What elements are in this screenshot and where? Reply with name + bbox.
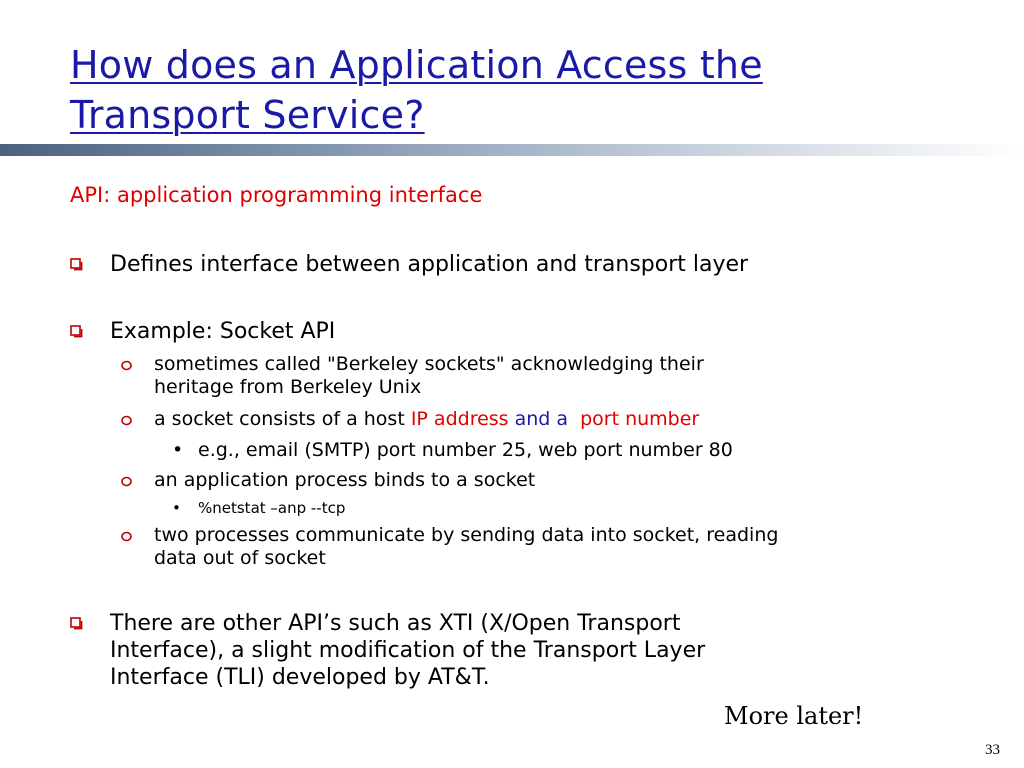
hollow-circle-bullet-icon [120,415,133,426]
sub-bullet-text [154,408,944,431]
sub-sub-bullet-text: e.g., email (SMTP) port number 25, web port number 80 [198,439,733,461]
slide-subtitle: API: application programming interface [70,183,483,207]
bullet-line: Interface (TLI) developed by AT&T. [110,665,490,690]
page-number: 33 [985,742,1000,758]
sub-bullet-text [154,524,944,570]
hollow-square-bullet-icon [70,258,83,271]
dot-bullet-icon: • [172,499,181,517]
slide-title [70,40,970,140]
more-later-note: More later! [724,702,864,730]
conjunction-text: and a [508,408,575,430]
slide-title-line-1: How does an Application Access the [70,43,763,87]
dot-bullet-icon: • [172,439,184,461]
slide-title-line-2: Transport Service? [70,93,425,137]
bullet-text: Example: Socket API [110,319,336,344]
sub-bullet-line: data out of socket [154,547,326,569]
port-number-term: port number [580,408,700,430]
sub-bullet-text [154,353,944,399]
hollow-circle-bullet-icon [120,476,133,487]
hollow-square-bullet-icon [70,617,83,630]
sub-bullet-prefix: a socket consists of a host [154,408,411,430]
hollow-circle-bullet-icon [120,360,133,371]
title-divider-bar [0,144,1024,156]
bullet-line: Interface), a slight modification of the Transport Layer [110,638,706,663]
hollow-circle-bullet-icon [120,531,133,542]
bullet-line: There are other API’s such as XTI (X/Open Transport [110,611,681,636]
sub-bullet-line: sometimes called "Berkeley sockets" acknowledging their [154,353,704,375]
sub-bullet-line: two processes communicate by sending data into socket, reading [154,524,779,546]
sub-bullet-text: an application process binds to a socket [154,469,536,491]
sub-bullet-line: heritage from Berkeley Unix [154,376,422,398]
sub-sub-bullet-text: %netstat –anp --tcp [198,499,346,517]
ip-address-term: IP address [410,408,509,430]
bullet-text [110,610,1010,691]
hollow-square-bullet-icon [70,325,83,338]
bullet-text: Defines interface between application and transport layer [110,252,749,277]
